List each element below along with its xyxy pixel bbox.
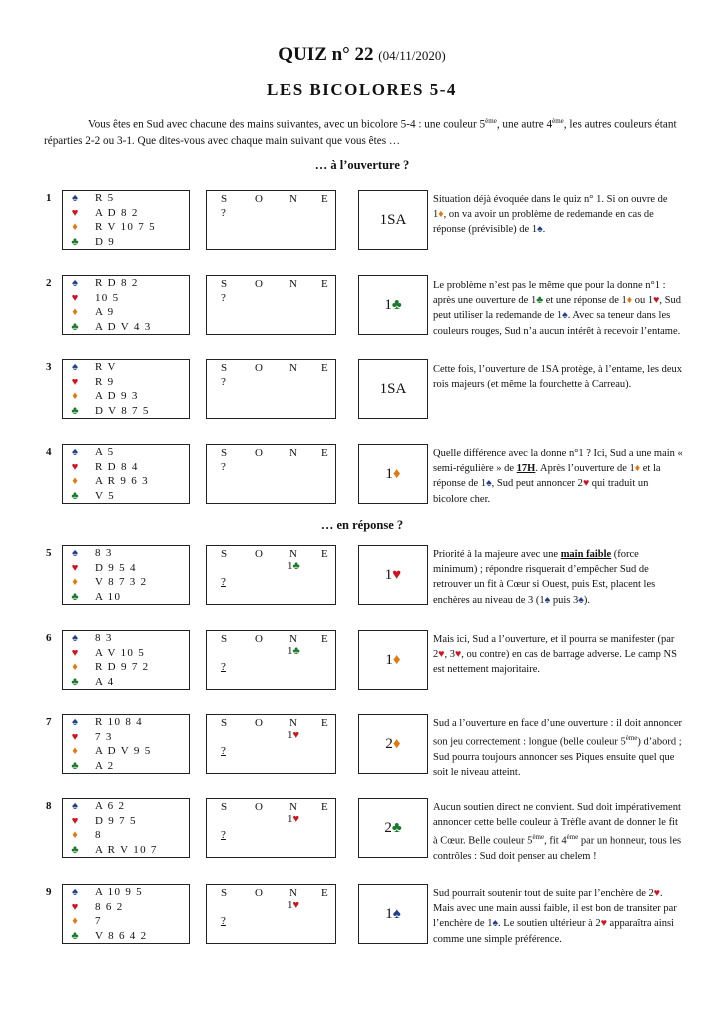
hand-row-spades <box>69 446 187 461</box>
auction-seat: E <box>321 801 328 813</box>
cards-clubs: A D V 4 3 <box>95 320 152 333</box>
hand-row-hearts <box>69 562 187 577</box>
hand-row-hearts <box>69 815 187 830</box>
cards-spades: R D 8 2 <box>95 277 139 289</box>
deal-number: 9 <box>46 886 52 898</box>
answer-box <box>358 798 428 858</box>
north-bid <box>287 729 299 741</box>
cards-hearts: 7 3 <box>95 730 113 743</box>
auction-seat: N <box>289 447 297 459</box>
heart-icon: ♥ <box>71 291 79 304</box>
spade-icon: ♠ <box>72 192 78 204</box>
answer-box <box>358 714 428 774</box>
auction-seat: E <box>321 278 328 290</box>
answer-box <box>358 444 428 504</box>
cards-diamonds: 7 <box>95 915 102 927</box>
deal-number: 2 <box>46 277 52 289</box>
cards-spades: R 5 <box>95 192 115 204</box>
heart-icon: ♥ <box>71 730 79 743</box>
answer-box <box>358 545 428 605</box>
hand-row-hearts <box>69 376 187 391</box>
spade-icon: ♠ <box>72 277 78 289</box>
club-icon: ♣ <box>71 404 79 417</box>
cards-hearts: 10 5 <box>95 291 120 304</box>
answer-text: 1 <box>385 465 393 482</box>
hand-row-spades <box>69 192 187 207</box>
club-icon: ♣ <box>71 235 79 248</box>
cards-hearts: D 9 5 4 <box>95 561 137 574</box>
south-hand <box>62 714 190 774</box>
spade-icon: ♠ <box>72 886 78 898</box>
south-hand <box>62 444 190 504</box>
hand-row-spades <box>69 632 187 647</box>
answer-text: 1 <box>384 566 393 583</box>
cards-hearts: D 9 7 5 <box>95 814 137 827</box>
hand-row-hearts <box>69 207 187 222</box>
hand-row-diamonds <box>69 475 187 490</box>
quiz-title: QUIZ n° 22 (04/11/2020) <box>278 44 446 65</box>
north-bid-suit-icon: ♥ <box>292 813 300 825</box>
auction-seat: O <box>255 278 263 290</box>
hand-row-hearts <box>69 901 187 916</box>
auction-seat: O <box>255 887 263 899</box>
north-bid-level: 1 <box>287 729 293 741</box>
heart-icon: ♥ <box>71 646 79 659</box>
hand-row-hearts <box>69 731 187 746</box>
hand-row-spades <box>69 361 187 376</box>
hand-row-spades <box>69 277 187 292</box>
diamond-icon: ♦ <box>72 915 78 927</box>
auction-seat: O <box>255 447 263 459</box>
answer-text: 1SA <box>379 211 407 228</box>
auction-seat: S <box>221 801 228 813</box>
answer-text: 1 <box>384 296 392 313</box>
question-mark: ? <box>221 292 226 304</box>
hand-row-spades <box>69 547 187 562</box>
auction-seat: E <box>321 633 328 645</box>
deal-number: 5 <box>46 547 52 559</box>
auction-seat: N <box>289 548 297 560</box>
auction-seat: S <box>221 193 228 205</box>
intro-paragraph: Vous êtes en Sud avec chacune des mains suivantes, avec un bicolore 5-4 : une couleur 5ème, une autre 4ème, les autres couleurs étant réparties 2-2 ou 3-1. Que dites-vous avec chaque main suivant que vous êtes … <box>44 117 677 147</box>
south-hand <box>62 884 190 944</box>
south-hand <box>62 359 190 419</box>
explanation-5: Priorité à la majeure avec une main faible (force minimum) ; répondre risquerait d’empêcher Sud de retrouver un fit à Cœur si Ouest, puis Est, placent les enchères au niveau de 3 (1♠ puis 3♠). <box>433 549 656 606</box>
diamond-icon: ♦ <box>72 829 78 841</box>
diamond-icon: ♦ <box>72 221 78 233</box>
hand-row-spades <box>69 716 187 731</box>
question-mark: ? <box>221 376 226 388</box>
north-bid <box>287 899 299 911</box>
north-bid-level: 1 <box>287 645 293 657</box>
auction-seat: N <box>289 278 297 290</box>
hand-row-clubs <box>69 490 187 505</box>
auction-box <box>206 444 336 504</box>
answer-box <box>358 275 428 335</box>
auction-box <box>206 545 336 605</box>
north-bid-level: 1 <box>287 813 293 825</box>
hand-row-diamonds <box>69 306 187 321</box>
hand-row-clubs <box>69 844 187 859</box>
cards-hearts: A V 10 5 <box>95 646 146 659</box>
cards-diamonds: V 8 7 3 2 <box>95 576 148 588</box>
hand-row-clubs <box>69 405 187 420</box>
auction-seat: E <box>321 887 328 899</box>
deal-number: 4 <box>46 446 52 458</box>
north-bid-level: 1 <box>287 560 293 572</box>
section-response: … en réponse ? <box>320 518 404 532</box>
auction-box <box>206 630 336 690</box>
auction-seat: S <box>221 447 228 459</box>
explanation-4: Quelle différence avec la donne n°1 ? Ici, Sud a une main « semi-régulière » de 17H. Après l’ouverture de 1♦ et la réponse de 1♠, Sud peut annoncer 2♥ qui traduit un bicolore cher. <box>433 448 683 505</box>
auction-seat: N <box>289 193 297 205</box>
question-mark: ? <box>221 915 226 927</box>
answer-box <box>358 190 428 250</box>
hand-row-hearts <box>69 647 187 662</box>
spade-icon: ♠ <box>72 446 78 458</box>
auction-box <box>206 884 336 944</box>
auction-seat: N <box>289 717 297 729</box>
hand-row-hearts <box>69 461 187 476</box>
cards-spades: A 6 2 <box>95 800 126 812</box>
cards-clubs: V 5 <box>95 489 115 502</box>
hand-row-clubs <box>69 676 187 691</box>
answer-suit-icon: ♠ <box>392 905 401 922</box>
auction-seat: S <box>221 717 228 729</box>
club-icon: ♣ <box>71 843 79 856</box>
hand-row-diamonds <box>69 915 187 930</box>
deal-number: 3 <box>46 361 52 373</box>
auction-box <box>206 275 336 335</box>
quiz-subtitle: LES BICOLORES 5-4 <box>267 80 457 99</box>
cards-clubs: A R V 10 7 <box>95 843 158 856</box>
hand-row-diamonds <box>69 745 187 760</box>
club-icon: ♣ <box>71 759 79 772</box>
cards-hearts: A D 8 2 <box>95 206 139 219</box>
north-bid-suit-icon: ♥ <box>292 899 300 911</box>
hand-row-spades <box>69 886 187 901</box>
hand-row-clubs <box>69 321 187 336</box>
answer-box <box>358 884 428 944</box>
auction-seat: O <box>255 548 263 560</box>
diamond-icon: ♦ <box>72 745 78 757</box>
auction-seat: E <box>321 362 328 374</box>
auction-seat: N <box>289 362 297 374</box>
hand-row-clubs <box>69 760 187 775</box>
diamond-icon: ♦ <box>72 306 78 318</box>
heart-icon: ♥ <box>71 814 79 827</box>
question-mark: ? <box>221 661 226 673</box>
south-hand <box>62 545 190 605</box>
question-mark: ? <box>221 461 226 473</box>
explanation-9: Sud pourrait soutenir tout de suite par l’enchère de 2♥. Mais avec une main aussi faible, il est bon de transiter par l’enchère de 1♠. Le soutien ultérieur à 2♥ apparaîtra ainsi comme une simple préférence. <box>433 888 677 945</box>
hand-row-diamonds <box>69 661 187 676</box>
heart-icon: ♥ <box>71 375 79 388</box>
cards-clubs: A 4 <box>95 675 115 688</box>
answer-suit-icon: ♥ <box>392 566 402 583</box>
answer-text: 2 <box>384 819 392 836</box>
cards-diamonds: 8 <box>95 829 102 841</box>
explanation-3: Cette fois, l’ouverture de 1SA protège, à l’entame, les deux rois majeurs (et même la fourchette à Carreau). <box>433 364 683 391</box>
auction-seat: S <box>221 362 228 374</box>
cards-diamonds: A 9 <box>95 306 115 318</box>
cards-clubs: V 8 6 4 2 <box>95 929 148 942</box>
explanation-2: Le problème n’est pas le même que pour la donne n°1 : après une ouverture de 1♣ et une réponse de 1♦ ou 1♥, Sud peut utiliser la redemande de 1♠. Avec sa teneur dans les couleurs rouges, Sud n’a aucun intérêt à recevoir l’entame. <box>433 280 681 337</box>
deal-number: 1 <box>46 192 52 204</box>
heart-icon: ♥ <box>71 900 79 913</box>
cards-clubs: A 10 <box>95 590 122 603</box>
hand-row-spades <box>69 800 187 815</box>
club-icon: ♣ <box>71 590 79 603</box>
north-bid-level: 1 <box>287 899 293 911</box>
auction-seat: S <box>221 278 228 290</box>
cards-diamonds: A D V 9 5 <box>95 745 152 757</box>
south-hand <box>62 275 190 335</box>
south-hand <box>62 798 190 858</box>
question-mark: ? <box>221 829 226 841</box>
answer-text: 1 <box>385 651 393 668</box>
cards-hearts: 8 6 2 <box>95 900 124 913</box>
auction-box <box>206 190 336 250</box>
auction-seat: O <box>255 801 263 813</box>
auction-seat: O <box>255 193 263 205</box>
cards-clubs: A 2 <box>95 759 115 772</box>
auction-seat: S <box>221 887 228 899</box>
auction-seat: E <box>321 717 328 729</box>
heart-icon: ♥ <box>71 561 79 574</box>
auction-box <box>206 714 336 774</box>
cards-clubs: D V 8 7 5 <box>95 404 150 417</box>
explanation-1: Situation déjà évoquée dans le quiz n° 1. Si on ouvre de 1♦, on va avoir un problème de redemande en cas de réponse (prévisible) de 1♠. <box>433 194 668 236</box>
north-bid <box>287 813 299 825</box>
hand-row-diamonds <box>69 221 187 236</box>
spade-icon: ♠ <box>72 547 78 559</box>
club-icon: ♣ <box>71 320 79 333</box>
diamond-icon: ♦ <box>72 475 78 487</box>
cards-diamonds: R D 9 7 2 <box>95 661 150 673</box>
hand-row-clubs <box>69 930 187 945</box>
hand-row-clubs <box>69 591 187 606</box>
auction-seat: N <box>289 633 297 645</box>
answer-suit-icon: ♣ <box>391 296 402 313</box>
question-mark: ? <box>221 207 226 219</box>
auction-seat: O <box>255 362 263 374</box>
spade-icon: ♠ <box>72 361 78 373</box>
spade-icon: ♠ <box>72 716 78 728</box>
answer-text: 1SA <box>379 380 407 397</box>
heart-icon: ♥ <box>71 460 79 473</box>
hand-row-hearts <box>69 292 187 307</box>
auction-seat: S <box>221 548 228 560</box>
cards-spades: 8 3 <box>95 632 113 644</box>
north-bid <box>287 645 300 657</box>
answer-suit-icon: ♣ <box>391 819 402 836</box>
auction-box <box>206 798 336 858</box>
auction-seat: N <box>289 801 297 813</box>
answer-suit-icon: ♦ <box>392 465 401 482</box>
quiz-date: (04/11/2020) <box>378 48 446 63</box>
hand-row-diamonds <box>69 576 187 591</box>
auction-seat: S <box>221 633 228 645</box>
diamond-icon: ♦ <box>72 576 78 588</box>
answer-text: 1 <box>385 905 393 922</box>
club-icon: ♣ <box>71 489 79 502</box>
cards-spades: A 5 <box>95 446 115 458</box>
answer-text: 2 <box>385 735 393 752</box>
cards-clubs: D 9 <box>95 235 116 248</box>
answer-suit-icon: ♦ <box>392 651 401 668</box>
section-opening: … à l’ouverture ? <box>314 158 410 172</box>
cards-diamonds: A D 9 3 <box>95 390 139 402</box>
auction-seat: N <box>289 887 297 899</box>
hand-row-clubs <box>69 236 187 251</box>
auction-seat: E <box>321 447 328 459</box>
cards-spades: R V <box>95 361 117 373</box>
question-mark: ? <box>221 576 226 588</box>
deal-number: 8 <box>46 800 52 812</box>
cards-spades: 8 3 <box>95 547 113 559</box>
explanation-6: Mais ici, Sud a l’ouverture, et il pourra se manifester (par 2♥, 3♥, ou contre) en cas de barrage adverse. Le camp NS est nettement majoritaire. <box>433 634 677 676</box>
north-bid <box>287 560 300 572</box>
heart-icon: ♥ <box>71 206 79 219</box>
hand-row-diamonds <box>69 390 187 405</box>
auction-box <box>206 359 336 419</box>
north-bid-suit-icon: ♣ <box>292 560 300 572</box>
spade-icon: ♠ <box>72 632 78 644</box>
cards-spades: R 10 8 4 <box>95 716 143 728</box>
north-bid-suit-icon: ♣ <box>292 645 300 657</box>
deal-number: 7 <box>46 716 52 728</box>
diamond-icon: ♦ <box>72 661 78 673</box>
north-bid-suit-icon: ♥ <box>292 729 300 741</box>
answer-box <box>358 630 428 690</box>
club-icon: ♣ <box>71 675 79 688</box>
cards-hearts: R D 8 4 <box>95 460 139 473</box>
auction-seat: E <box>321 548 328 560</box>
answer-box <box>358 359 428 419</box>
cards-spades: A 10 9 5 <box>95 886 143 898</box>
answer-suit-icon: ♦ <box>392 735 401 752</box>
cards-hearts: R 9 <box>95 375 115 388</box>
club-icon: ♣ <box>71 929 79 942</box>
explanation-7: Sud a l’ouverture en face d’une ouverture : il doit annoncer son jeu correctement : longue (belle couleur 5ème) d’abord ; Sud pourra toujours annoncer ses Piques ensuite quel que soit le niveau atteint. <box>433 718 682 779</box>
auction-seat: O <box>255 717 263 729</box>
south-hand <box>62 630 190 690</box>
question-mark: ? <box>221 745 226 757</box>
explanation-8: Aucun soutien direct ne convient. Sud doit impérativement annoncer cette belle couleur à Trèfle avant de donner le fit à Cœur. Belle couleur 5ème, fit 4ème par un honneur, tous les contrôles : Sud doit penser au chelem ! <box>433 802 682 863</box>
hand-row-diamonds <box>69 829 187 844</box>
auction-seat: E <box>321 193 328 205</box>
spade-icon: ♠ <box>72 800 78 812</box>
deal-number: 6 <box>46 632 52 644</box>
auction-seat: O <box>255 633 263 645</box>
south-hand <box>62 190 190 250</box>
cards-diamonds: A R 9 6 3 <box>95 475 149 487</box>
cards-diamonds: R V 10 7 5 <box>95 221 156 233</box>
diamond-icon: ♦ <box>72 390 78 402</box>
